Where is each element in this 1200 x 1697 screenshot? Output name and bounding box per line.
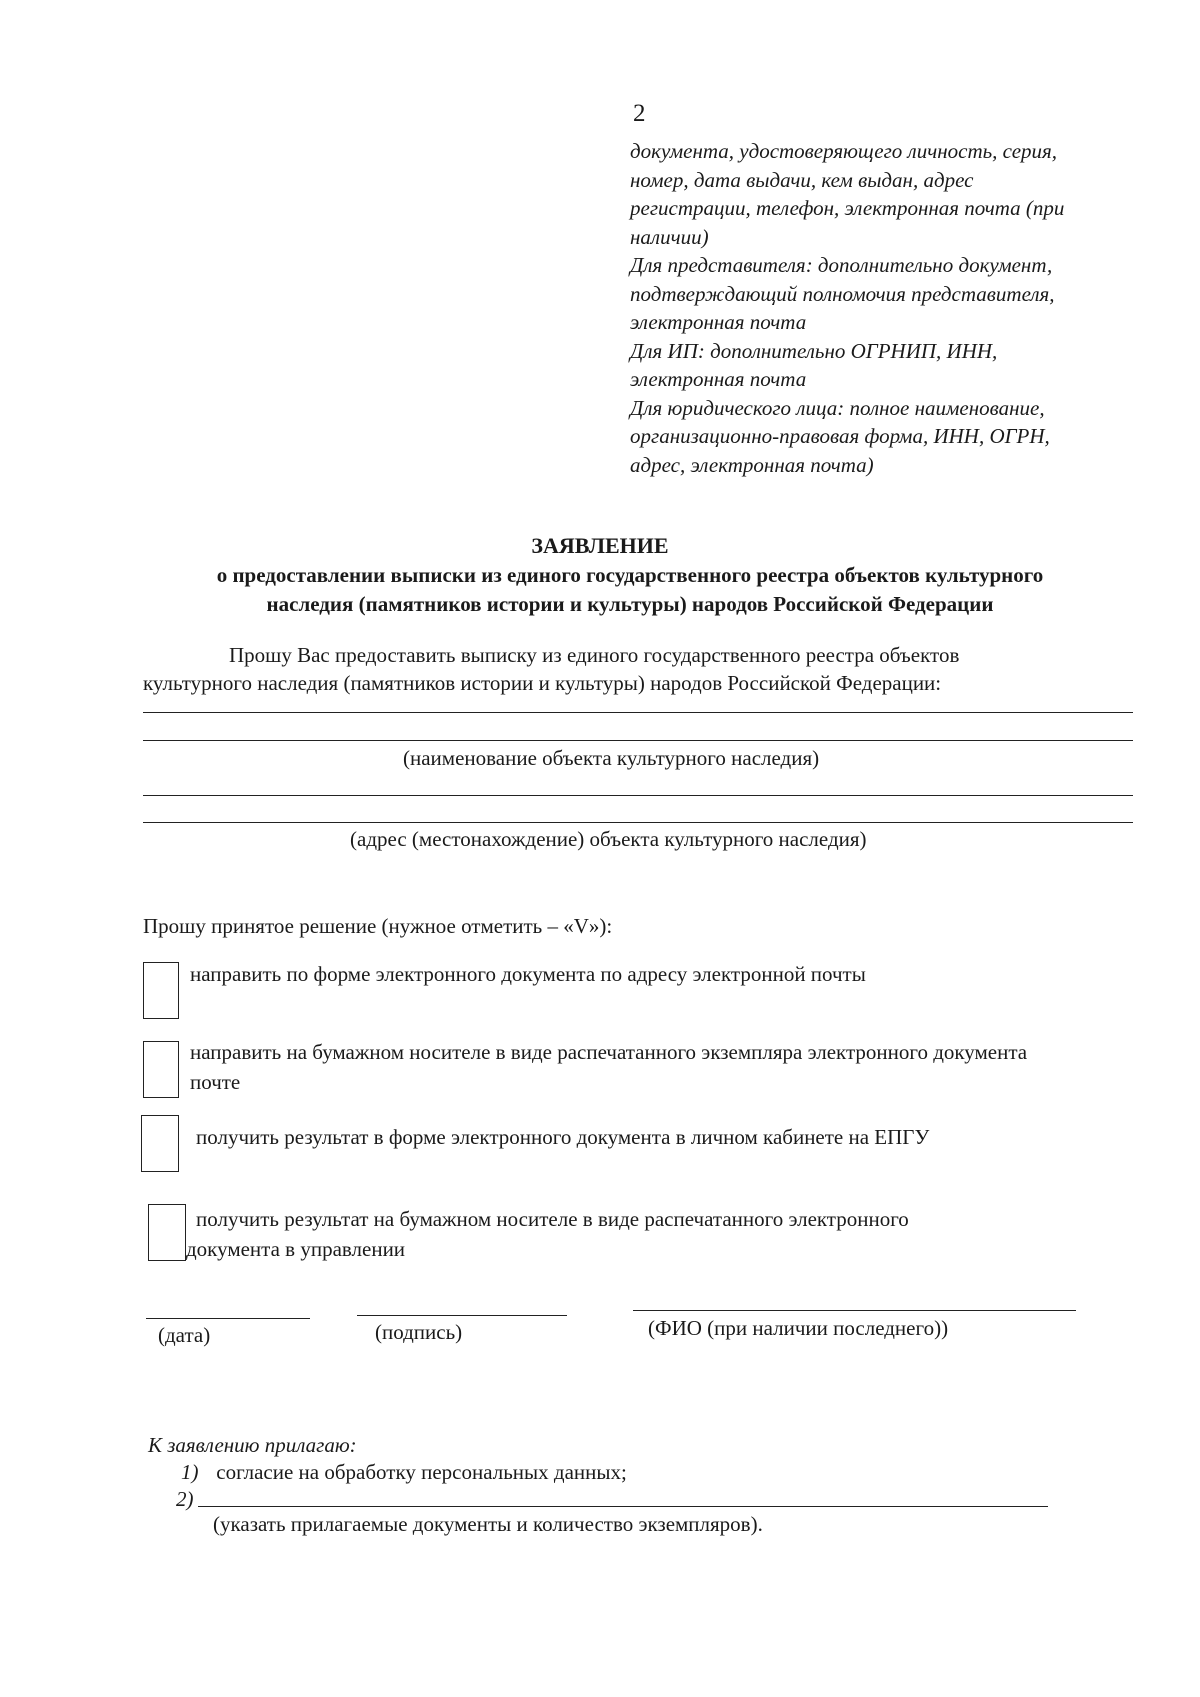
signature-line[interactable] xyxy=(357,1315,567,1316)
option-email-checkbox[interactable] xyxy=(143,962,179,1019)
object-address-line-1[interactable] xyxy=(143,795,1133,796)
attachment-fill-line[interactable] xyxy=(198,1506,1048,1507)
option-office-checkbox[interactable] xyxy=(148,1204,186,1261)
object-name-line-2[interactable] xyxy=(143,740,1133,741)
subtitle-line: наследия (памятников истории и культуры) народов Российской Федерации xyxy=(266,592,994,616)
option-email-label xyxy=(190,958,866,990)
name-line[interactable] xyxy=(633,1310,1076,1311)
option-label-line: документа в управлении xyxy=(186,1237,406,1261)
request-text xyxy=(143,641,1143,697)
decision-heading: Прошу принятое решение (нужное отметить – «V»): xyxy=(143,914,613,938)
applicant-info-line: номер, дата выдачи, кем выдан, адрес xyxy=(630,167,974,192)
object-address-line-2[interactable] xyxy=(143,822,1133,823)
date-caption: (дата) xyxy=(158,1323,211,1347)
applicant-info-line: организационно-правовая форма, ИНН, ОГРН, xyxy=(630,424,1050,448)
subtitle-line: о предоставлении выписки из единого государственного реестра объектов культурного xyxy=(216,563,1044,587)
option-label-line: направить на бумажном носителе в виде распечатанного экземпляра электронного документа xyxy=(190,1040,1028,1064)
attachments-block xyxy=(148,1433,627,1512)
applicant-info-line: регистрации, телефон, электронная почта (при xyxy=(630,196,1065,220)
attachment-text: согласие на обработку персональных данных; xyxy=(216,1460,627,1484)
option-epgu-label xyxy=(196,1121,929,1153)
signature-caption: (подпись) xyxy=(375,1320,463,1344)
date-line[interactable] xyxy=(146,1318,310,1319)
attachment-item xyxy=(176,1487,627,1512)
request-line: Прошу Вас предоставить выписку из единого государственного реестра объектов xyxy=(229,643,960,667)
option-office-label xyxy=(186,1203,909,1263)
applicant-info-line: электронная почта xyxy=(630,367,807,391)
applicant-info-line: документа, удостоверяющего личность, серия, xyxy=(630,139,1058,163)
document-title: ЗАЯВЛЕНИЕ xyxy=(531,533,669,558)
object-name-line-1[interactable] xyxy=(143,712,1133,713)
applicant-info-line: Для юридического лица: полное наименование, xyxy=(630,395,1045,420)
page-number: 2 xyxy=(633,100,646,127)
option-label-line: получить результат на бумажном носителе в виде распечатанного электронного xyxy=(196,1207,909,1231)
request-line: культурного наследия (памятников истории и культуры) народов Российской Федерации: xyxy=(143,671,942,695)
applicant-info-line: электронная почта xyxy=(630,310,807,334)
applicant-info-line: Для ИП: дополнительно ОГРНИП, ИНН, xyxy=(630,338,998,363)
attachment-item xyxy=(181,1460,627,1485)
object-address-caption: (адрес (местонахождение) объекта культурного наследия) xyxy=(350,827,867,851)
applicant-info-line: подтверждающий полномочия представителя, xyxy=(630,281,1055,306)
document-subtitle xyxy=(140,561,1120,619)
option-paper-mail-checkbox[interactable] xyxy=(143,1041,179,1098)
option-epgu-checkbox[interactable] xyxy=(141,1115,179,1172)
object-name-caption: (наименование объекта культурного наследия) xyxy=(403,746,820,770)
option-label-line: получить результат в форме электронного документа в личном кабинете на ЕПГУ xyxy=(196,1125,930,1149)
option-paper-mail-label xyxy=(190,1036,1027,1096)
applicant-info-line: Для представителя: дополнительно документ, xyxy=(630,253,1053,277)
applicant-info-block xyxy=(630,137,1150,479)
attachments-caption: (указать прилагаемые документы и количество экземпляров). xyxy=(213,1512,763,1536)
attachment-number: 1) xyxy=(181,1460,199,1484)
applicant-info-line: наличии) xyxy=(630,224,709,249)
applicant-info-line: адрес, электронная почта) xyxy=(630,452,874,477)
attachments-heading: К заявлению прилагаю: xyxy=(148,1433,357,1457)
option-label-line: почте xyxy=(190,1070,241,1094)
option-label-line: направить по форме электронного документа по адресу электронной почты xyxy=(190,962,866,986)
name-caption: (ФИО (при наличии последнего)) xyxy=(648,1316,949,1340)
attachment-number: 2) xyxy=(176,1487,194,1511)
